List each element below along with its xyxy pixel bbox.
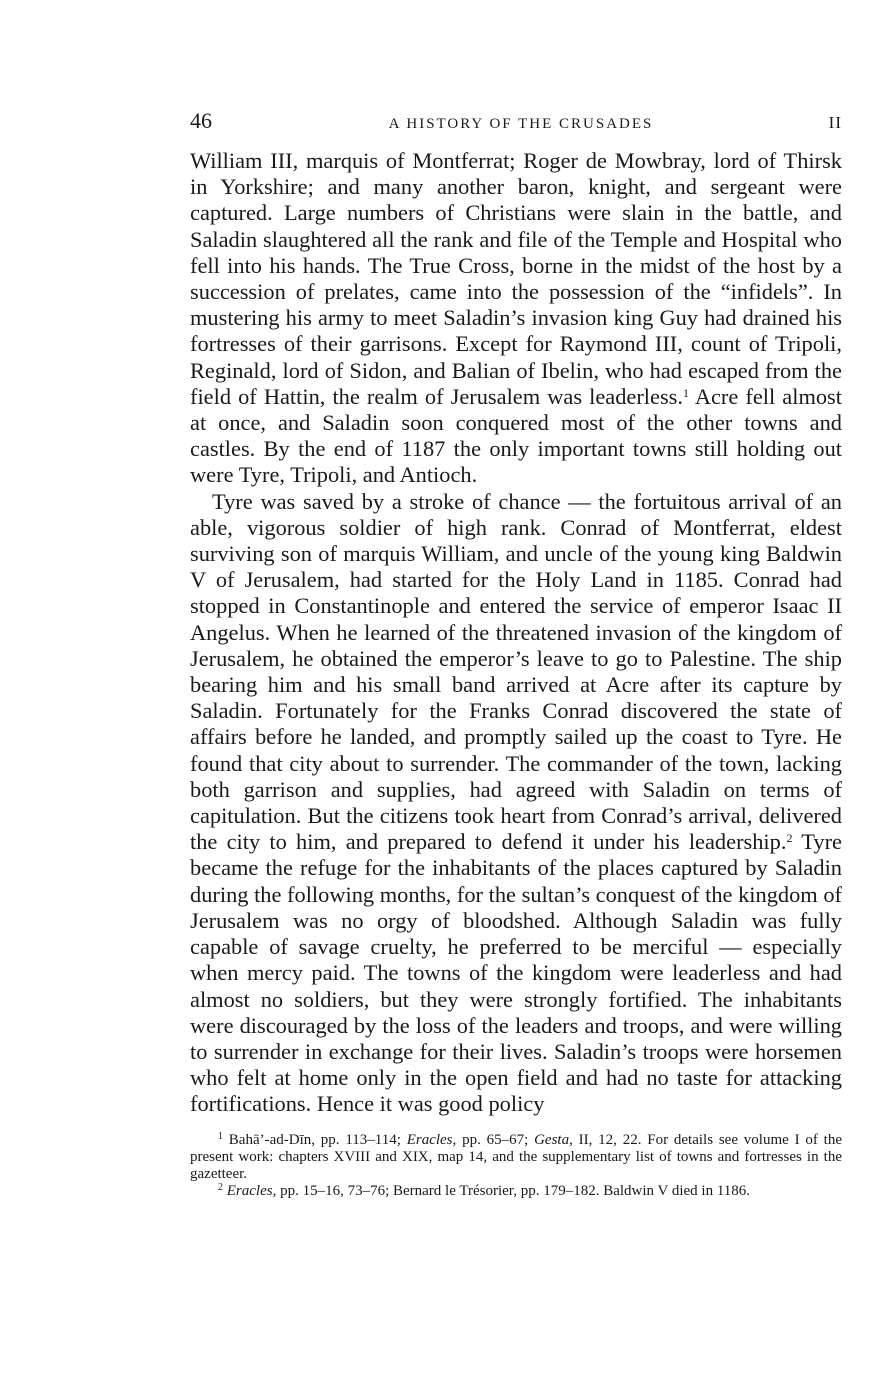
footnote-ref-1: 1 <box>682 385 689 400</box>
page-number: 46 <box>190 108 212 133</box>
paragraph-2 <box>190 489 842 1118</box>
footnote-2-mark: 2 <box>218 1181 223 1193</box>
section-number: II <box>828 113 842 132</box>
footnote-2 <box>190 1183 842 1200</box>
footnote-1 <box>190 1132 842 1183</box>
footnote-1-text-e: , II, 12, 22. For details see volume I of the present work: chapters XVIII and XIX, map 14, and the supplementary list of towns and fortresses in the gazetteer. <box>190 1131 842 1182</box>
running-head <box>190 108 842 148</box>
footnote-2-text-c: , pp. 15–16, 73–76; Bernard le Trésorier, pp. 179–182. Baldwin V died in 1186. <box>272 1182 751 1199</box>
footnote-1-text-c: , pp. 65–67; <box>452 1131 535 1148</box>
body-text <box>190 148 842 1118</box>
footnote-1-text-a: Bahā’-ad-Dīn, pp. 113–114; <box>223 1131 407 1148</box>
paragraph-1 <box>190 148 842 489</box>
paragraph-2-text-a: Tyre was saved by a stroke of chance — the fortuitous arrival of an able, vigorous soldier of high rank. Conrad of Montferrat, eldest surviving son of marquis William, and uncle of the young king Baldwin V of Jerusalem, had started for the Holy Land in 1185. Conrad had stopped in Constantinople and entered the service of emperor Isaac II Angelus. When he learned of the threatened invasion of the kingdom of Jerusalem, he obtained the emperor’s leave to go to Palestine. The ship bearing him and his small band arrived at Acre after its capture by Saladin. Fortunately for the Franks Conrad discovered the state of affairs before he landed, and promptly sailed up the coast to Tyre. He found that city about to surrender. The commander of the town, lacking both garrison and supplies, had agreed with Saladin on terms of capitulation. But the citizens took heart from Conrad’s arrival, delivered the city to him, and prepared to defend it under his leadership. <box>190 488 842 855</box>
footnote-ref-2: 2 <box>786 831 793 846</box>
footnote-1-source-gesta: Gesta <box>534 1131 570 1148</box>
footnote-1-mark: 1 <box>218 1130 223 1142</box>
book-page <box>190 108 842 1200</box>
running-title: A HISTORY OF THE CRUSADES <box>388 116 654 132</box>
footnotes <box>190 1132 842 1200</box>
paragraph-1-text-b: Acre fell almost at once, and Saladin soon conquered most of the other towns and castles. By the end of 1187 the only important towns still holding out were Tyre, Tripoli, and Antioch. <box>190 383 842 488</box>
paragraph-1-text-a: William III, marquis of Montferrat; Roger de Mowbray, lord of Thirsk in Yorkshire; and many another baron, knight, and sergeant were captured. Large numbers of Christians were slain in the battle, and Saladin slaughtered all the rank and file of the Temple and Hospital who fell into his hands. The True Cross, borne in the midst of the host by a succession of prelates, came into the possession of the “infidels”. In mustering his army to meet Saladin’s invasion king Guy had drained his fortresses of their garrisons. Except for Raymond III, count of Tripoli, Reginald, lord of Sidon, and Balian of Ibelin, who had escaped from the field of Hattin, the realm of Jerusalem was leaderless. <box>190 148 842 409</box>
footnote-2-source-eracles: Eracles <box>226 1182 273 1199</box>
paragraph-2-text-b: Tyre became the refuge for the inhabitants of the places captured by Saladin during the following months, for the sultan’s conquest of the kingdom of Jerusalem was no orgy of bloodshed. Although Saladin was fully capable of savage cruelty, he preferred to be merciful — especially when mercy paid. The towns of the kingdom were leaderless and had almost no soldiers, but they were strongly fortified. The inhabitants were discouraged by the loss of the leaders and troops, and were willing to surrender in exchange for their lives. Saladin’s troops were horsemen who felt at home only in the open field and had no taste for attacking fortifications. Hence it was good policy <box>190 829 842 1117</box>
footnote-1-source-eracles: Eracles <box>406 1131 453 1148</box>
